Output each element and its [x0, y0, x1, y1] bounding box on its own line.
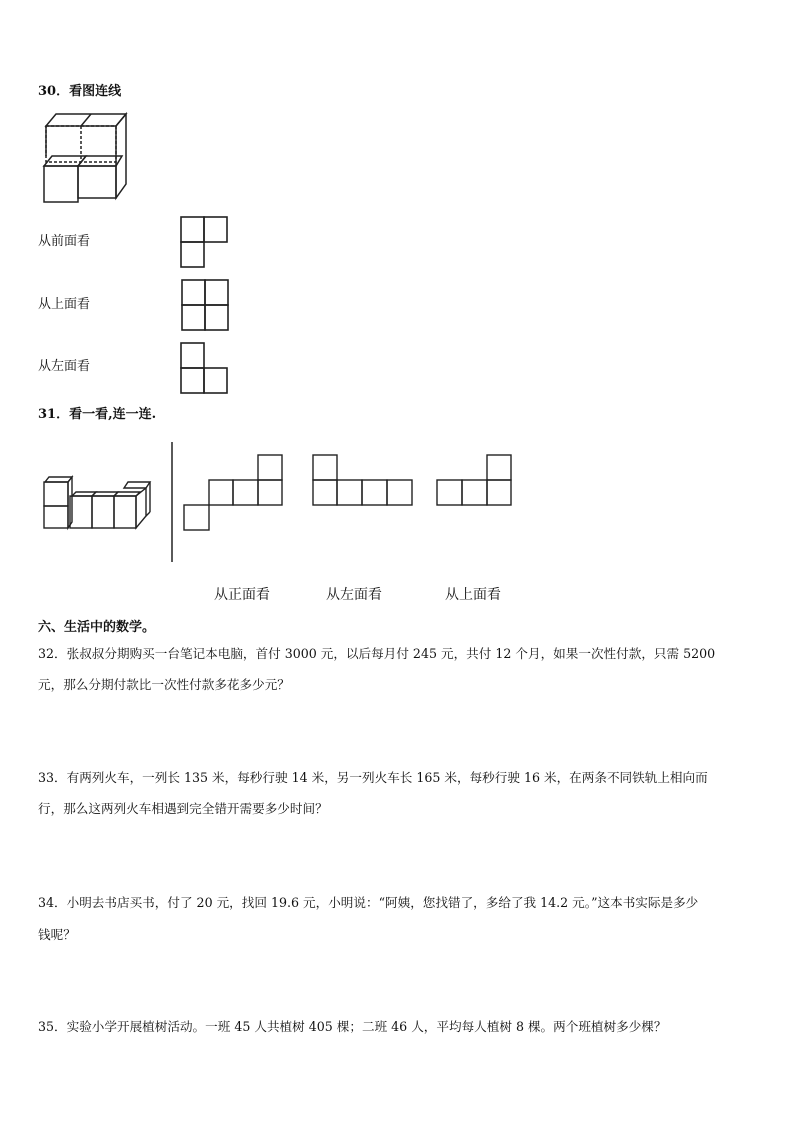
q32-line1: 32．张叔叔分期购买一台笔记本电脑，首付 3000 元，以后每月付 245 元，共付 12 个月，如果一次性付款，只需 5200: [38, 646, 716, 661]
q31-cube-solid-figure: [40, 476, 155, 534]
q32-line2: 元，那么分期付款比一次性付款多花多少元？: [38, 677, 290, 692]
section-6-title: 六、生活中的数学。: [38, 620, 156, 635]
q30-view-left: [180, 342, 230, 396]
q33-line1: 33．有两列火车，一列长 135 米，每秒行驶 14 米，另一列火车长 165 米，每秒行驶 16 米，在两条不同铁轨上相向而: [38, 770, 708, 785]
q31-label-left: 从左面看: [326, 587, 382, 603]
q31-label-front: 从正面看: [214, 587, 270, 603]
q30-label-left: 从左面看: [38, 359, 91, 374]
q31-divider-line: [170, 442, 174, 562]
q31-view-a: [183, 454, 285, 532]
q35-line1: 35．实验小学开展植树活动。一班 45 人共植树 405 棵；二班 46 人，平均每人植树 8 棵。两个班植树多少棵？: [38, 1019, 667, 1034]
q34-line2: 钱呢？: [38, 927, 76, 942]
q31-label-top: 从上面看: [445, 587, 501, 603]
q33-line2: 行，那么这两列火车相遇到完全错开需要多少时间？: [38, 801, 328, 816]
q34-line1: 34．小明去书店买书，付了 20 元，找回 19.6 元，小明说：“阿姨，您找错了，多给了我 14.2 元。”这本书实际是多少: [38, 895, 699, 910]
q31-title: 31．看一看,连一连.: [38, 407, 157, 422]
q30-view-front: [180, 216, 230, 270]
q30-cube-solid-figure: [38, 110, 133, 208]
q30-view-top: [181, 279, 231, 333]
q31-view-c: [436, 454, 516, 508]
q30-label-front: 从前面看: [38, 234, 91, 249]
q31-view-b: [312, 454, 416, 508]
q30-title: 30．看图连线: [38, 84, 122, 99]
q30-label-top: 从上面看: [38, 297, 91, 312]
